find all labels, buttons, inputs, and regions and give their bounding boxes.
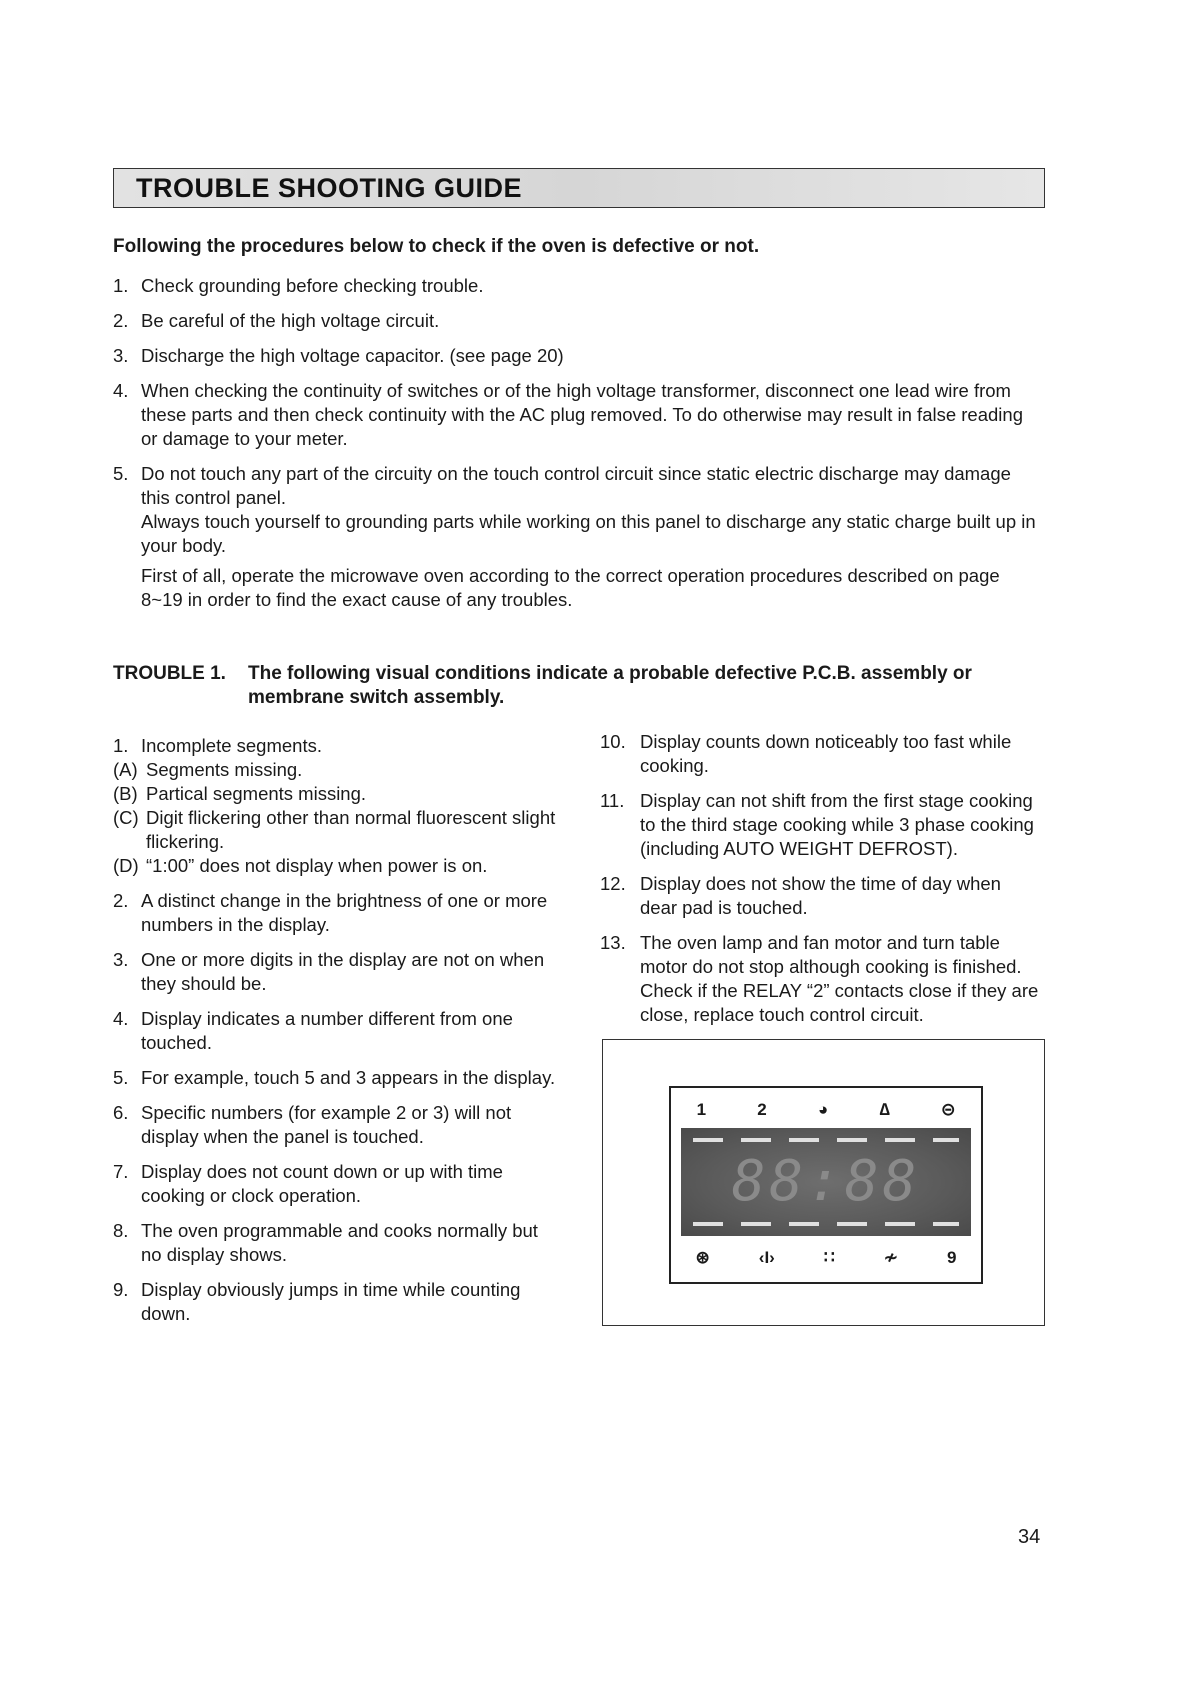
indicator-2: 2 [757,1100,767,1119]
item-text: The oven lamp and fan motor and turn table motor do not stop although cooking is finished. Check if the RELAY “2” contacts close if they are close, replace touch control circuit. [640,932,1039,1025]
item-number: 3. [113,345,129,366]
first-of-all-paragraph: First of all, operate the microwave oven according to the correct operation procedures described on page 8~19 in order to find the exact cause of any troubles. [141,565,1000,610]
symptom-item [113,734,558,878]
sub-text: Digit flickering other than normal fluorescent slight flickering. [146,807,556,852]
symptom-item [600,730,1043,778]
sub-label: (B) [113,783,138,804]
title-banner [113,168,1045,208]
sub-list [113,758,558,878]
item-text: Display can not shift from the first stage cooking to the third stage cooking while 3 phase cooking (including AUTO WEIGHT DEFROST). [640,790,1034,859]
item-number: 3. [113,949,129,970]
item-text: Display counts down noticeably too fast while cooking. [640,731,1012,776]
display-figure-frame [602,1039,1045,1326]
symptom-item [600,789,1043,861]
item-number: 1. [113,735,129,756]
sub-text: Partical segments missing. [146,783,367,804]
page-title: TROUBLE SHOOTING GUIDE [136,173,523,203]
display-panel [669,1086,983,1284]
symptom-item [113,1160,558,1208]
procedure-item [113,344,1043,368]
item-text: The oven programmable and cooks normally but no display shows. [141,1220,538,1265]
symptom-item [113,889,558,937]
item-text: Be careful of the high voltage circuit. [141,310,440,331]
bottom-indicator-row [671,1248,981,1268]
sub-item [113,758,558,782]
heat-icon: ≁ [883,1248,898,1267]
item-text: Display does not show the time of day when dear pad is touched. [640,873,1001,918]
indicator-9: 9 [947,1248,957,1267]
symptom-list-right [600,730,1043,1038]
item-number: 13. [600,932,626,953]
procedure-item [113,379,1043,451]
item-number: 4. [113,1008,129,1029]
stage-icon: ‹I› [758,1248,775,1267]
item-text: Display does not count down or up with time cooking or clock operation. [141,1161,503,1206]
item-text: Check grounding before checking trouble. [141,275,484,296]
sub-text: “1:00” does not display when power is on. [146,855,488,876]
symptom-item [113,1101,558,1149]
trouble-1-heading [113,662,1043,710]
trouble-text: The following visual conditions indicate a probable defective P.C.B. assembly or membrane switch assembly. [248,663,972,708]
item-text: When checking the continuity of switches or of the high voltage transformer, disconnect one lead wire from these parts and then check continuity with the AC plug removed. To do otherwise may result in false reading or damage to your meter. [141,380,1023,449]
procedure-item [113,462,1043,558]
sub-item [113,782,558,806]
item-number: 12. [600,873,626,894]
procedure-list [113,274,1043,569]
intro-heading: Following the procedures below to check if the oven is defective or not. [113,236,760,257]
symptom-item [113,948,558,996]
symptom-item [600,872,1043,920]
item-number: 10. [600,731,626,752]
indicator-1: 1 [696,1100,707,1119]
item-number: 5. [113,463,129,484]
fish-icon: ⊝ [941,1100,956,1119]
sub-label: (D) [113,855,139,876]
symptom-item [113,1278,558,1326]
top-indicator-row [671,1100,981,1120]
item-number: 7. [113,1161,129,1182]
defrost-icon: ∷ [823,1248,835,1267]
weight-icon: ∆ [879,1100,890,1119]
item-number: 4. [113,380,129,401]
item-text: Specific numbers (for example 2 or 3) will not display when the panel is touched. [141,1102,512,1147]
item-number: 2. [113,890,129,911]
sub-text: Segments missing. [146,759,303,780]
item-number: 2. [113,310,129,331]
symptom-item [600,931,1043,1027]
symptom-item [113,1066,558,1090]
sub-label: (C) [113,807,139,828]
sub-label: (A) [113,759,138,780]
display-digits: 88:88 [731,1149,921,1214]
item-text: Display obviously jumps in time while counting down. [141,1279,521,1324]
item-number: 8. [113,1220,129,1241]
trouble-label: TROUBLE 1. [113,663,226,684]
symptom-item [113,1219,558,1267]
item-text: Discharge the high voltage capacitor. (see page 20) [141,345,564,366]
microwave-power-icon: ◕ [817,1100,829,1119]
item-text: Do not touch any part of the circuity on the touch control circuit since static electric discharge may damage this control panel. [141,463,1011,508]
fluorescent-display [681,1128,971,1236]
item-text: One or more digits in the display are not on when they should be. [141,949,545,994]
segment-dashes-bottom [693,1222,959,1226]
item-text: A distinct change in the brightness of one or more numbers in the display. [141,890,548,935]
procedure-item [113,309,1043,333]
page-number: 34 [1018,1526,1041,1548]
sub-item [113,806,558,854]
segment-dashes-top [693,1138,959,1142]
symptom-item [113,1007,558,1055]
item-number: 5. [113,1067,129,1088]
procedure-item [113,274,1043,298]
item-number: 1. [113,275,129,296]
item-text: Incomplete segments. [141,735,322,756]
item-text: For example, touch 5 and 3 appears in the display. [141,1067,556,1088]
item-text-continued: Always touch yourself to grounding parts while working on this panel to discharge any static charge built up in your body. [141,511,1036,556]
item-text: Display indicates a number different from one touched. [141,1008,513,1053]
item-number: 11. [600,790,625,811]
timer-icon: ⊛ [695,1248,710,1267]
item-number: 6. [113,1102,129,1123]
symptom-list-left [113,734,558,1337]
sub-item [113,854,558,878]
item-number: 9. [113,1279,129,1300]
